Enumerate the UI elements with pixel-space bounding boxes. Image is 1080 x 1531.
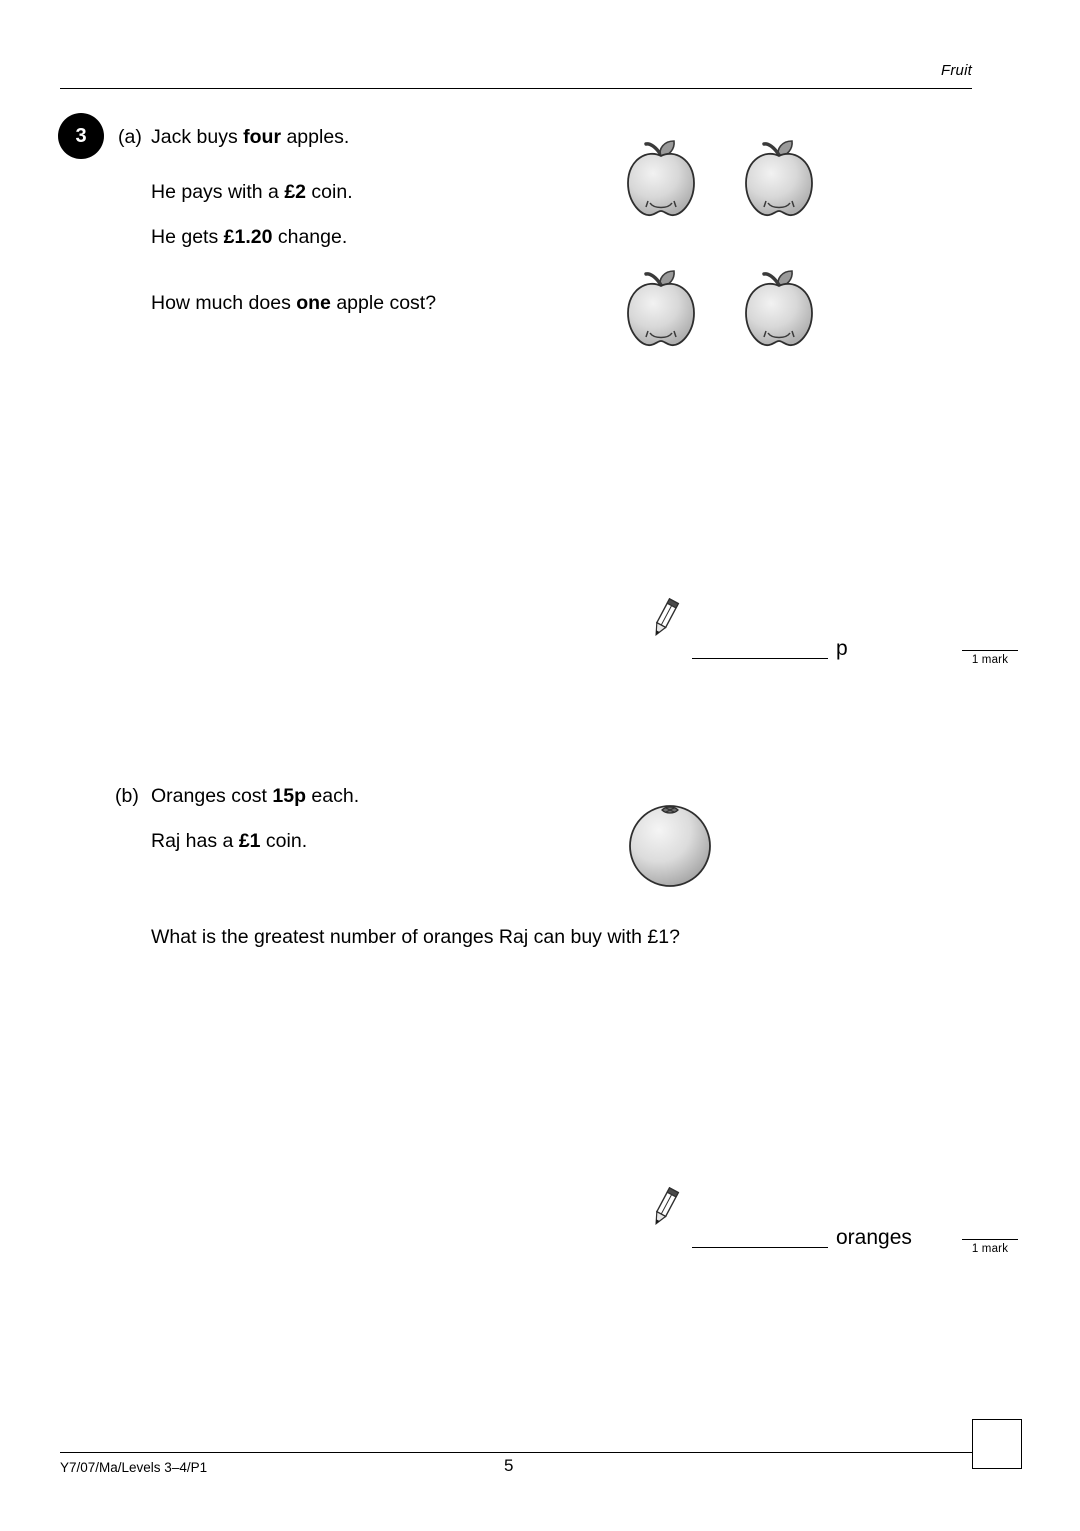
question-b-line-1	[151, 785, 359, 808]
question-a-line-4	[151, 292, 436, 315]
apple-icon	[736, 267, 822, 349]
question-a-line-1	[151, 126, 349, 149]
text-run: How much does	[151, 292, 297, 314]
text-run: He pays with a	[151, 181, 285, 203]
text-run-bold: £2	[284, 181, 307, 203]
text-run: Oranges cost	[151, 785, 273, 807]
pencil-icon	[648, 597, 682, 639]
footer-divider	[60, 1452, 972, 1453]
text-run: What is the greatest number of oranges Raj can buy with £1?	[151, 926, 680, 948]
footer-code: Y7/07/Ma/Levels 3–4/P1	[60, 1460, 208, 1475]
section-label: Fruit	[941, 62, 972, 79]
text-run: Raj has a	[151, 830, 239, 852]
text-run-bold: 15p	[272, 785, 306, 807]
text-run: coin.	[260, 830, 308, 852]
question-b-line-2	[151, 830, 307, 853]
text-run: He gets	[151, 226, 224, 248]
mark-label: 1 mark	[971, 654, 1009, 666]
mark-label: 1 mark	[971, 1243, 1009, 1255]
text-run: change.	[272, 226, 348, 248]
question-a-line-3	[151, 226, 347, 249]
apple-icon	[618, 267, 704, 349]
page-number: 5	[504, 1456, 514, 1475]
part-label-a: (a)	[118, 126, 142, 148]
question-b-line-3	[151, 926, 680, 949]
pencil-icon	[648, 1186, 682, 1228]
part-label-b: (b)	[115, 785, 139, 807]
mark-rule	[962, 1239, 1018, 1240]
text-run-bold: £1.20	[223, 226, 273, 248]
question-number-badge: 3	[58, 113, 104, 159]
answer-line-b[interactable]	[692, 1247, 828, 1248]
orange-icon	[622, 795, 718, 891]
text-run: each.	[306, 785, 360, 807]
apple-icon	[736, 137, 822, 219]
text-run-bold: four	[243, 126, 282, 148]
mark-indicator-b	[962, 1239, 1018, 1255]
text-run-bold: one	[296, 292, 331, 314]
answer-line-a[interactable]	[692, 658, 828, 659]
answer-unit-a: p	[836, 637, 848, 660]
text-run: coin.	[306, 181, 353, 203]
apple-icon	[618, 137, 704, 219]
mark-indicator-a	[962, 650, 1018, 666]
text-run: Jack buys	[151, 126, 244, 148]
answer-unit-b: oranges	[836, 1226, 912, 1249]
header-divider	[60, 88, 972, 89]
text-run-bold: £1	[238, 830, 261, 852]
text-run: apple cost?	[330, 292, 437, 314]
text-run: apples.	[281, 126, 350, 148]
total-score-box[interactable]	[972, 1419, 1022, 1469]
question-a-line-2	[151, 181, 353, 204]
mark-rule	[962, 650, 1018, 651]
